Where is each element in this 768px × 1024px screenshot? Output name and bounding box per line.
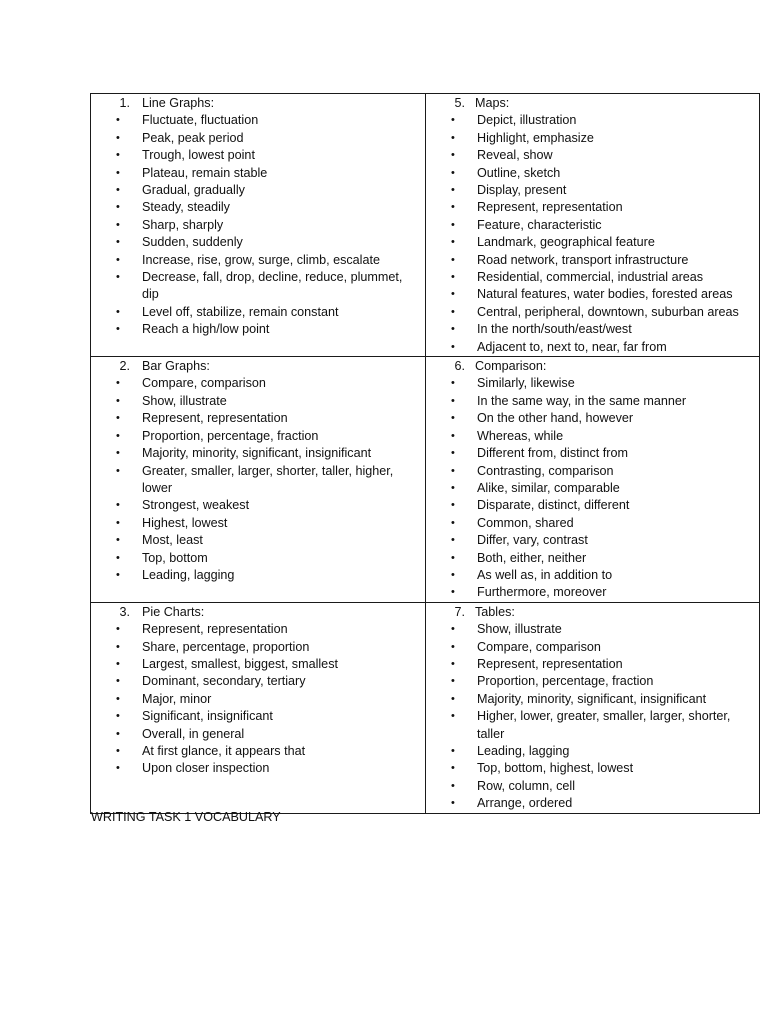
vocabulary-list — [91, 112, 425, 338]
list-item-text: Majority, minority, significant, insignificant — [477, 691, 707, 706]
list-item-text: Upon closer inspection — [142, 761, 270, 776]
list-item-text: On the other hand, however — [477, 411, 634, 426]
list-item — [426, 234, 759, 251]
section-content — [91, 94, 425, 339]
list-item-text: Overall, in general — [142, 726, 245, 741]
list-item — [91, 321, 425, 338]
bullet-icon: • — [451, 184, 455, 197]
section-cell-pie-charts — [91, 602, 426, 813]
bullet-icon: • — [116, 516, 120, 529]
list-item-text: Outline, sketch — [477, 165, 561, 180]
section-heading — [426, 604, 759, 621]
bullet-icon: • — [116, 675, 120, 688]
bullet-icon: • — [116, 236, 120, 249]
bullet-icon: • — [116, 412, 120, 425]
list-item-text: Alike, similar, comparable — [477, 480, 620, 495]
bullet-icon: • — [116, 166, 120, 179]
list-item — [426, 795, 759, 812]
list-item-text: Disparate, distinct, different — [477, 498, 630, 513]
list-item — [426, 199, 759, 216]
list-item — [426, 691, 759, 708]
bullet-icon: • — [451, 640, 455, 653]
list-item-text: Higher, lower, greater, smaller, larger, shorter, taller — [477, 709, 731, 741]
list-item-text: Central, peripheral, downtown, suburban areas — [477, 304, 739, 319]
bullet-icon: • — [116, 394, 120, 407]
list-item — [91, 375, 425, 392]
list-item-text: Road network, transport infrastructure — [477, 252, 689, 267]
list-item — [91, 656, 425, 673]
section-title: Line Graphs: — [142, 96, 215, 110]
section-number: 2. — [119, 359, 130, 374]
list-item — [426, 708, 759, 743]
bullet-icon: • — [451, 236, 455, 249]
vocabulary-list — [426, 112, 759, 356]
section-title: Pie Charts: — [142, 604, 205, 619]
list-item-text: Represent, representation — [142, 411, 288, 426]
list-item — [91, 147, 425, 164]
bullet-icon: • — [116, 551, 120, 564]
bullet-icon: • — [451, 131, 455, 144]
list-item-text: Landmark, geographical feature — [477, 235, 655, 250]
bullet-icon: • — [116, 710, 120, 723]
bullet-icon: • — [116, 377, 120, 390]
list-item — [91, 673, 425, 690]
bullet-icon: • — [451, 586, 455, 599]
bullet-icon: • — [451, 166, 455, 179]
list-item — [426, 269, 759, 286]
list-item-text: As well as, in addition to — [477, 567, 613, 582]
list-item-text: Top, bottom, highest, lowest — [477, 761, 634, 776]
bullet-icon: • — [451, 447, 455, 460]
section-cell-tables — [426, 602, 760, 813]
list-item — [426, 428, 759, 445]
bullet-icon: • — [451, 534, 455, 547]
bullet-icon: • — [116, 447, 120, 460]
section-heading — [91, 95, 425, 112]
list-item — [426, 743, 759, 760]
list-item — [426, 286, 759, 303]
vocabulary-list — [91, 621, 425, 778]
list-item-text: Arrange, ordered — [477, 796, 573, 811]
bullet-icon: • — [116, 271, 120, 284]
bullet-icon: • — [451, 377, 455, 390]
bullet-icon: • — [116, 744, 120, 757]
list-item — [91, 639, 425, 656]
bullet-icon: • — [451, 710, 455, 723]
list-item-text: Row, column, cell — [477, 778, 575, 793]
section-number: 3. — [119, 604, 130, 619]
list-item-text: Both, either, neither — [477, 550, 587, 565]
list-item-text: Residential, commercial, industrial areas — [477, 270, 704, 285]
list-item-text: Proportion, percentage, fraction — [477, 674, 654, 689]
bullet-icon: • — [451, 149, 455, 162]
list-item — [91, 532, 425, 549]
document-caption: WRITING TASK 1 VOCABULARY — [91, 810, 281, 824]
list-item-text: Level off, stabilize, remain constant — [142, 304, 339, 319]
bullet-icon: • — [116, 305, 120, 318]
section-title: Maps: — [475, 96, 510, 110]
list-item — [426, 147, 759, 164]
bullet-icon: • — [116, 429, 120, 442]
list-item-text: Reveal, show — [477, 148, 553, 163]
bullet-icon: • — [451, 271, 455, 284]
bullet-icon: • — [451, 499, 455, 512]
bullet-icon: • — [451, 657, 455, 670]
vocabulary-table — [90, 93, 760, 814]
list-item-text: In the north/south/east/west — [477, 322, 632, 337]
section-title: Tables: — [475, 604, 515, 619]
list-item — [426, 112, 759, 129]
bullet-icon: • — [116, 253, 120, 266]
list-item — [91, 497, 425, 514]
bullet-icon: • — [116, 762, 120, 775]
section-content — [426, 94, 759, 356]
list-item — [91, 760, 425, 777]
table-row — [91, 602, 760, 813]
bullet-icon: • — [451, 516, 455, 529]
list-item-text: Common, shared — [477, 515, 574, 530]
list-item-text: Most, least — [142, 533, 203, 548]
section-number: 1. — [119, 96, 130, 110]
list-item — [426, 217, 759, 234]
list-item — [91, 726, 425, 743]
list-item — [91, 743, 425, 760]
list-item — [91, 217, 425, 234]
list-item-text: Compare, comparison — [142, 376, 266, 391]
list-item — [91, 410, 425, 427]
list-item-text: Highlight, emphasize — [477, 130, 594, 145]
list-item — [426, 410, 759, 427]
bullet-icon: • — [451, 201, 455, 214]
list-item — [91, 252, 425, 269]
bullet-icon: • — [451, 623, 455, 636]
list-item — [426, 480, 759, 497]
list-item-text: Compare, comparison — [477, 639, 601, 654]
section-cell-maps — [426, 94, 760, 357]
list-item-text: Trough, lowest point — [142, 148, 255, 163]
list-item — [426, 656, 759, 673]
list-item-text: Display, present — [477, 183, 567, 198]
list-item-text: Largest, smallest, biggest, smallest — [142, 656, 338, 671]
bullet-icon: • — [451, 323, 455, 336]
list-item — [426, 393, 759, 410]
section-heading — [426, 358, 759, 375]
section-cell-bar-graphs — [91, 357, 426, 603]
list-item-text: Represent, representation — [477, 200, 623, 215]
list-item-text: Show, illustrate — [142, 393, 227, 408]
list-item — [426, 567, 759, 584]
bullet-icon: • — [451, 412, 455, 425]
list-item — [426, 584, 759, 601]
list-item-text: At first glance, it appears that — [142, 743, 306, 758]
list-item-text: Differ, vary, contrast — [477, 533, 588, 548]
list-item-text: Peak, peak period — [142, 130, 244, 145]
section-heading — [426, 95, 759, 112]
bullet-icon: • — [451, 114, 455, 127]
list-item-text: Represent, representation — [477, 656, 623, 671]
list-item-text: Greater, smaller, larger, shorter, taller, higher, lower — [142, 463, 394, 495]
list-item — [91, 165, 425, 182]
bullet-icon: • — [116, 623, 120, 636]
list-item-text: Plateau, remain stable — [142, 165, 268, 180]
list-item-text: Highest, lowest — [142, 515, 228, 530]
bullet-icon: • — [451, 692, 455, 705]
bullet-icon: • — [451, 675, 455, 688]
list-item — [91, 428, 425, 445]
section-heading — [91, 604, 425, 621]
list-item — [91, 234, 425, 251]
list-item — [426, 182, 759, 199]
bullet-icon: • — [451, 797, 455, 810]
list-item — [426, 321, 759, 338]
list-item — [426, 497, 759, 514]
list-item-text: Increase, rise, grow, surge, climb, escalate — [142, 252, 380, 267]
list-item-text: Top, bottom — [142, 550, 208, 565]
list-item — [426, 778, 759, 795]
list-item — [426, 550, 759, 567]
list-item-text: Strongest, weakest — [142, 498, 250, 513]
list-item — [426, 639, 759, 656]
list-item-text: Different from, distinct from — [477, 446, 628, 461]
list-item-text: Furthermore, moreover — [477, 585, 607, 600]
list-item — [426, 130, 759, 147]
section-number: 6. — [454, 359, 465, 374]
list-item — [426, 252, 759, 269]
section-title: Comparison: — [475, 359, 547, 374]
bullet-icon: • — [451, 779, 455, 792]
list-item — [91, 691, 425, 708]
list-item — [91, 567, 425, 584]
section-content — [426, 603, 759, 813]
section-cell-comparison — [426, 357, 760, 603]
table-row — [91, 94, 760, 357]
list-item-text: Depict, illustration — [477, 113, 577, 128]
list-item — [426, 515, 759, 532]
bullet-icon: • — [116, 114, 120, 127]
list-item — [426, 165, 759, 182]
bullet-icon: • — [116, 201, 120, 214]
list-item — [426, 463, 759, 480]
bullet-icon: • — [116, 218, 120, 231]
list-item-text: Decrease, fall, drop, decline, reduce, plummet, dip — [142, 270, 403, 302]
bullet-icon: • — [451, 253, 455, 266]
list-item-text: Leading, lagging — [142, 567, 235, 582]
bullet-icon: • — [451, 340, 455, 353]
list-item-text: Adjacent to, next to, near, far from — [477, 339, 667, 354]
bullet-icon: • — [116, 657, 120, 670]
bullet-icon: • — [451, 464, 455, 477]
bullet-icon: • — [116, 131, 120, 144]
list-item — [91, 515, 425, 532]
list-item-text: Reach a high/low point — [142, 322, 270, 337]
list-item — [91, 269, 425, 304]
list-item-text: Sudden, suddenly — [142, 235, 243, 250]
list-item — [91, 199, 425, 216]
list-item-text: Majority, minority, significant, insignificant — [142, 446, 372, 461]
list-item — [91, 463, 425, 498]
list-item-text: Dominant, secondary, tertiary — [142, 674, 306, 689]
list-item — [426, 339, 759, 356]
list-item — [426, 304, 759, 321]
bullet-icon: • — [451, 762, 455, 775]
list-item-text: Proportion, percentage, fraction — [142, 428, 319, 443]
list-item — [426, 375, 759, 392]
vocabulary-list — [91, 375, 425, 584]
list-item-text: Contrasting, comparison — [477, 463, 614, 478]
section-title: Bar Graphs: — [142, 359, 210, 374]
bullet-icon: • — [116, 692, 120, 705]
list-item — [91, 112, 425, 129]
section-heading — [91, 358, 425, 375]
list-item — [91, 550, 425, 567]
bullet-icon: • — [116, 534, 120, 547]
list-item — [426, 760, 759, 777]
bullet-icon: • — [451, 288, 455, 301]
list-item — [91, 130, 425, 147]
list-item — [426, 673, 759, 690]
bullet-icon: • — [451, 744, 455, 757]
bullet-icon: • — [451, 394, 455, 407]
section-number: 7. — [454, 604, 465, 619]
list-item — [91, 445, 425, 462]
list-item — [426, 532, 759, 549]
list-item — [91, 708, 425, 725]
table-row — [91, 357, 760, 603]
list-item — [91, 304, 425, 321]
bullet-icon: • — [451, 305, 455, 318]
list-item-text: Feature, characteristic — [477, 217, 602, 232]
bullet-icon: • — [451, 551, 455, 564]
bullet-icon: • — [451, 429, 455, 442]
list-item-text: Gradual, gradually — [142, 183, 245, 198]
list-item-text: Sharp, sharply — [142, 217, 224, 232]
list-item — [426, 621, 759, 638]
list-item — [426, 445, 759, 462]
list-item-text: Similarly, likewise — [477, 376, 575, 391]
section-cell-line-graphs — [91, 94, 426, 357]
section-number: 5. — [454, 96, 465, 110]
list-item-text: Whereas, while — [477, 428, 564, 443]
list-item-text: Steady, steadily — [142, 200, 230, 215]
list-item-text: Significant, insignificant — [142, 709, 273, 724]
list-item-text: In the same way, in the same manner — [477, 393, 687, 408]
bullet-icon: • — [116, 464, 120, 477]
bullet-icon: • — [451, 218, 455, 231]
section-content — [91, 603, 425, 778]
list-item-text: Major, minor — [142, 691, 212, 706]
section-content — [91, 357, 425, 584]
list-item — [91, 621, 425, 638]
bullet-icon: • — [116, 149, 120, 162]
list-item-text: Show, illustrate — [477, 622, 562, 637]
list-item — [91, 393, 425, 410]
vocabulary-list — [426, 375, 759, 601]
list-item — [91, 182, 425, 199]
bullet-icon: • — [116, 727, 120, 740]
bullet-icon: • — [116, 568, 120, 581]
bullet-icon: • — [116, 184, 120, 197]
bullet-icon: • — [451, 481, 455, 494]
bullet-icon: • — [116, 499, 120, 512]
bullet-icon: • — [116, 323, 120, 336]
bullet-icon: • — [116, 640, 120, 653]
list-item-text: Natural features, water bodies, forested areas — [477, 287, 733, 302]
bullet-icon: • — [451, 568, 455, 581]
vocabulary-list — [426, 621, 759, 812]
list-item-text: Fluctuate, fluctuation — [142, 113, 259, 128]
list-item-text: Represent, representation — [142, 622, 288, 637]
list-item-text: Share, percentage, proportion — [142, 639, 310, 654]
list-item-text: Leading, lagging — [477, 743, 570, 758]
section-content — [426, 357, 759, 602]
